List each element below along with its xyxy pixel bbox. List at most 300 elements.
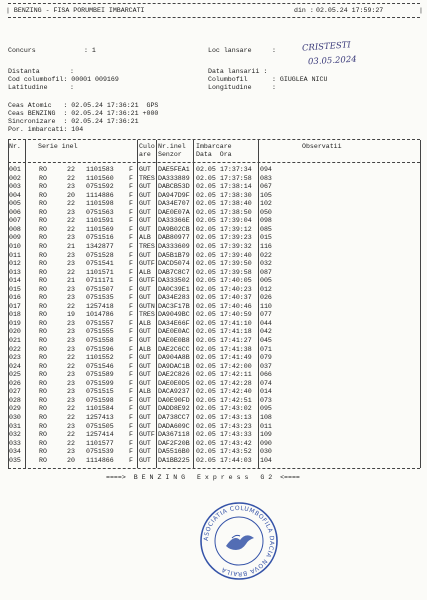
cell-year: 19: [67, 311, 75, 319]
cell-sensor: DA34E707: [158, 200, 190, 208]
cell-sensor: DA738CC7: [158, 413, 190, 421]
table-row: [0, 448, 427, 456]
cell-ring-number: 0751539: [86, 448, 114, 456]
cell-country: RO: [39, 277, 47, 285]
print-date-value: 02.05.24 17:59:27: [316, 7, 384, 14]
cell-year: 22: [67, 200, 75, 208]
cell-year: 23: [67, 251, 75, 259]
cell-nr: 005: [9, 200, 21, 208]
cell-sensor: DA0C39E1: [158, 285, 190, 293]
cell-ring-number: 1101569: [86, 225, 114, 233]
cell-country: RO: [39, 362, 47, 370]
cell-sensor: DA34E66F: [158, 319, 190, 327]
cell-nr: 009: [9, 234, 21, 242]
cell-date: 02.05: [196, 217, 216, 225]
cell-sensor: DAB7C8C7: [158, 268, 190, 276]
table-row: [0, 354, 427, 362]
cell-ring-number: 0751592: [86, 183, 114, 191]
cell-nr: 025: [9, 371, 21, 379]
cell-ring-number: 1101552: [86, 354, 114, 362]
cell-date: 02.05: [196, 328, 216, 336]
header-culoare-1: Culo: [139, 143, 155, 150]
cell-country: RO: [39, 345, 47, 353]
cell-color: GUT: [139, 285, 151, 293]
cell-sensor: DA9B02CB: [158, 225, 190, 233]
cell-ring-number: 0751515: [86, 388, 114, 396]
cell-ring-number: 0751557: [86, 319, 114, 327]
table-row: [0, 363, 427, 371]
cell-observatii: 005: [260, 277, 272, 285]
cell-time: 17:41:38: [220, 345, 252, 353]
association-stamp-icon: [198, 500, 280, 582]
cell-nr: 029: [9, 405, 21, 413]
cell-time: 17:39:23: [220, 234, 252, 242]
cell-date: 02.05: [196, 260, 216, 268]
cell-date: 02.05: [196, 319, 216, 327]
cell-time: 17:38:50: [220, 208, 252, 216]
cell-observatii: 102: [260, 200, 272, 208]
ceas-atomic: Ceas Atomic : 02.05.24 17:36:21 GPS: [8, 102, 159, 109]
cell-color: GUT: [139, 362, 151, 370]
cell-nr: 008: [9, 225, 21, 233]
cell-sex: F: [129, 422, 133, 430]
cell-color: GUT: [139, 225, 151, 233]
cell-date: 02.05: [196, 174, 216, 182]
cell-color: GUT: [139, 208, 151, 216]
longitudine-value: :: [272, 84, 276, 91]
cell-ring-number: 1101591: [86, 217, 114, 225]
cell-time: 17:39:32: [220, 242, 252, 250]
cell-nr: 022: [9, 345, 21, 353]
cell-observatii: 116: [260, 242, 272, 250]
columbofil-label: Columbofil: [208, 76, 248, 83]
distanta-label: Distanta: [8, 68, 40, 75]
cell-color: GUT: [139, 413, 151, 421]
header-imbarcare-1: Imbarcare: [196, 143, 232, 150]
cell-sex: F: [129, 379, 133, 387]
cell-date: 02.05: [196, 200, 216, 208]
table-row: [0, 226, 427, 234]
cell-sex: F: [129, 234, 133, 242]
cell-date: 02.05: [196, 371, 216, 379]
cell-time: 17:39:12: [220, 225, 252, 233]
title-rule: [8, 17, 420, 18]
table-row: [0, 371, 427, 379]
cell-country: RO: [39, 208, 47, 216]
cell-sensor: DAB80977: [158, 234, 190, 242]
cell-time: 17:40:05: [220, 277, 252, 285]
cell-ring-number: 0751555: [86, 328, 114, 336]
cell-country: RO: [39, 200, 47, 208]
cell-observatii: 067: [260, 183, 272, 191]
cell-observatii: 079: [260, 354, 272, 362]
cell-nr: 019: [9, 319, 21, 327]
cell-ring-number: 1101583: [86, 166, 114, 173]
cell-color: TRES: [139, 311, 155, 319]
table-row: [0, 260, 427, 268]
cell-date: 02.05: [196, 277, 216, 285]
cell-color: GUT: [139, 183, 151, 191]
document-title: | BENZING - FISA PORUMBEI IMBARCATI: [6, 7, 145, 14]
cell-color: GUT: [139, 191, 151, 199]
cell-sex: F: [129, 225, 133, 233]
cell-date: 02.05: [196, 166, 216, 173]
cell-color: GUT: [139, 166, 151, 173]
cell-time: 17:39:40: [220, 251, 252, 259]
table-row: [0, 243, 427, 251]
cell-observatii: 108: [260, 413, 272, 421]
header-imbarcare-2: Data Ora: [196, 151, 232, 158]
cell-country: RO: [39, 319, 47, 327]
cell-time: 17:37:34: [220, 166, 252, 173]
footer-banner: ====> B E N Z I N G E x p r e s s G 2 <====: [106, 474, 300, 481]
cell-color: GUT: [139, 405, 151, 413]
cell-observatii: 105: [260, 191, 272, 199]
cell-year: 22: [67, 302, 75, 310]
cell-country: RO: [39, 234, 47, 242]
cell-time: 17:39:58: [220, 268, 252, 276]
cell-sex: F: [129, 302, 133, 310]
cell-color: GUTF: [139, 277, 155, 285]
cell-observatii: 110: [260, 302, 272, 310]
cell-color: ALB: [139, 234, 151, 242]
cell-date: 02.05: [196, 439, 216, 447]
cell-ring-number: 0751598: [86, 396, 114, 404]
cell-sensor: DA33366E: [158, 217, 190, 225]
sincronizare: Sincronizare : 02.05.24 17:36:21: [8, 118, 139, 125]
cell-time: 17:39:04: [220, 217, 252, 225]
cell-country: RO: [39, 456, 47, 464]
cell-ring-number: 1114886: [86, 191, 114, 199]
cell-date: 02.05: [196, 294, 216, 302]
cell-ring-number: 1257414: [86, 431, 114, 439]
cell-date: 02.05: [196, 431, 216, 439]
table-row: [0, 286, 427, 294]
table-row: [0, 209, 427, 217]
cell-country: RO: [39, 354, 47, 362]
cell-observatii: 037: [260, 362, 272, 370]
cell-sex: F: [129, 251, 133, 259]
cell-year: 23: [67, 337, 75, 344]
cell-observatii: 012: [260, 285, 272, 293]
table-row: [0, 234, 427, 242]
cell-year: 23: [67, 183, 75, 191]
cell-observatii: 015: [260, 234, 272, 242]
table-row: [0, 277, 427, 285]
cell-date: 02.05: [196, 413, 216, 421]
cell-color: GUT: [139, 294, 151, 302]
cell-time: 17:40:23: [220, 285, 252, 293]
cell-color: GUT: [139, 354, 151, 362]
cell-color: GUT: [139, 251, 151, 259]
table-top-rule: [8, 139, 420, 140]
cell-nr: 006: [9, 208, 21, 216]
cell-color: ALB: [139, 388, 151, 396]
cell-time: 17:38:40: [220, 200, 252, 208]
cell-sex: F: [129, 242, 133, 250]
cell-nr: 034: [9, 448, 21, 456]
handwritten-location: CRISTESTI: [301, 40, 352, 54]
cell-time: 17:40:59: [220, 311, 252, 319]
cell-ring-number: 0751507: [86, 285, 114, 293]
cell-date: 02.05: [196, 242, 216, 250]
cell-nr: 020: [9, 328, 21, 336]
cell-year: 23: [67, 234, 75, 242]
cell-ring-number: 0751516: [86, 234, 114, 242]
cell-ring-number: 0751599: [86, 379, 114, 387]
cell-year: 22: [67, 354, 75, 362]
cell-date: 02.05: [196, 354, 216, 362]
cell-color: GUT: [139, 439, 151, 447]
cell-sex: F: [129, 354, 133, 362]
ceas-benzing: Ceas BENZING : 02.05.24 17:36:21 +000: [8, 110, 159, 117]
cell-year: 23: [67, 319, 75, 327]
cell-year: 23: [67, 285, 75, 293]
latitudine-value: :: [70, 84, 74, 91]
cell-country: RO: [39, 166, 47, 173]
cell-sensor: DAE2C6CC: [158, 345, 190, 353]
table-row: [0, 200, 427, 208]
cell-observatii: 066: [260, 371, 272, 379]
cell-country: RO: [39, 251, 47, 259]
cell-nr: 013: [9, 268, 21, 276]
cell-year: 20: [67, 191, 75, 199]
cell-ring-number: 1101571: [86, 268, 114, 276]
cell-country: RO: [39, 268, 47, 276]
cell-color: GUT: [139, 217, 151, 225]
cell-sensor: DA947D9F: [158, 191, 190, 199]
header-observatii: Observatii: [302, 143, 342, 150]
cell-year: 22: [67, 431, 75, 439]
cell-year: 23: [67, 422, 75, 430]
cell-time: 17:41:18: [220, 328, 252, 336]
cell-color: GUT: [139, 448, 151, 456]
cell-ring-number: 1014786: [86, 311, 114, 319]
table-row: [0, 346, 427, 354]
cell-sensor: DA333502: [158, 277, 190, 285]
table-row: [0, 337, 427, 345]
cell-year: 22: [67, 439, 75, 447]
cell-color: ALB: [139, 345, 151, 353]
cell-nr: 003: [9, 183, 21, 191]
cell-sex: F: [129, 371, 133, 379]
cell-sensor: DA333889: [158, 174, 190, 182]
cell-sex: F: [129, 456, 133, 464]
cell-sex: F: [129, 208, 133, 216]
cell-date: 02.05: [196, 362, 216, 370]
handwritten-date: 03.05.2024: [307, 54, 357, 68]
cell-date: 02.05: [196, 422, 216, 430]
cell-sensor: DAE0E0B8: [158, 337, 190, 344]
cell-observatii: 104: [260, 456, 272, 464]
cell-country: RO: [39, 422, 47, 430]
cell-ring-number: 1257418: [86, 302, 114, 310]
cell-color: GUT: [139, 379, 151, 387]
cell-observatii: 045: [260, 337, 272, 344]
cell-sensor: DA333609: [158, 242, 190, 250]
cell-date: 02.05: [196, 183, 216, 191]
cell-sex: F: [129, 345, 133, 353]
cell-sensor: DA5516B0: [158, 448, 190, 456]
cell-country: RO: [39, 379, 47, 387]
cell-sex: F: [129, 328, 133, 336]
cell-year: 21: [67, 242, 75, 250]
cell-observatii: 087: [260, 268, 272, 276]
cell-nr: 035: [9, 456, 21, 464]
cell-time: 17:41:27: [220, 337, 252, 344]
table-row: [0, 405, 427, 413]
cell-date: 02.05: [196, 191, 216, 199]
cell-year: 20: [67, 456, 75, 464]
cell-date: 02.05: [196, 396, 216, 404]
cell-nr: 010: [9, 242, 21, 250]
cell-time: 17:39:50: [220, 260, 252, 268]
cell-sensor: DA904A8B: [158, 354, 190, 362]
cell-country: RO: [39, 225, 47, 233]
cell-country: RO: [39, 242, 47, 250]
cell-ring-number: 1114866: [86, 456, 114, 464]
cell-observatii: 095: [260, 405, 272, 413]
cell-sensor: DACA9237: [158, 388, 190, 396]
cell-sensor: DAE0E07A: [158, 208, 190, 216]
cell-country: RO: [39, 396, 47, 404]
cell-sex: F: [129, 277, 133, 285]
cell-year: 23: [67, 371, 75, 379]
cell-sex: F: [129, 200, 133, 208]
table-row: [0, 175, 427, 183]
stamp-ring-text: ASOCIATIA COLUMBOFILA DACIA NOVA BRAILA: [202, 504, 276, 578]
cell-observatii: 032: [260, 260, 272, 268]
cell-color: GUT: [139, 456, 151, 464]
cell-observatii: 073: [260, 396, 272, 404]
cell-observatii: 077: [260, 311, 272, 319]
cell-date: 02.05: [196, 448, 216, 456]
cell-color: TRES: [139, 242, 155, 250]
table-row: [0, 328, 427, 336]
cell-ring-number: 1101577: [86, 439, 114, 447]
cell-nr: 033: [9, 439, 21, 447]
cell-sex: F: [129, 311, 133, 319]
cell-sensor: DA9DAC1B: [158, 362, 190, 370]
cell-ring-number: 0751546: [86, 362, 114, 370]
cell-time: 17:42:51: [220, 396, 252, 404]
table-row: [0, 380, 427, 388]
cell-date: 02.05: [196, 208, 216, 216]
table-bottom-rule: [8, 468, 420, 469]
cell-nr: 015: [9, 285, 21, 293]
cell-observatii: 071: [260, 345, 272, 353]
cell-sex: F: [129, 294, 133, 302]
cell-nr: 001: [9, 166, 21, 173]
cell-time: 17:41:10: [220, 319, 252, 327]
cell-observatii: 109: [260, 431, 272, 439]
cell-date: 02.05: [196, 234, 216, 242]
columbofil-value: : GIUGLEA NICU: [272, 76, 328, 83]
cell-nr: 032: [9, 431, 21, 439]
cell-sex: F: [129, 388, 133, 396]
cell-nr: 012: [9, 260, 21, 268]
cell-color: GUT: [139, 371, 151, 379]
cell-sensor: DAE2C826: [158, 371, 190, 379]
cell-sensor: DAE0E0AC: [158, 328, 190, 336]
table-row: [0, 192, 427, 200]
cell-sensor: DADA609C: [158, 422, 190, 430]
cell-observatii: 042: [260, 328, 272, 336]
cell-country: RO: [39, 413, 47, 421]
cell-country: RO: [39, 431, 47, 439]
cell-observatii: 022: [260, 251, 272, 259]
cell-year: 23: [67, 388, 75, 396]
cell-observatii: 090: [260, 439, 272, 447]
cell-ring-number: 0751563: [86, 208, 114, 216]
cell-observatii: 050: [260, 208, 272, 216]
cell-time: 17:43:02: [220, 405, 252, 413]
cell-date: 02.05: [196, 225, 216, 233]
cell-sensor: DA34E283: [158, 294, 190, 302]
concurs-value: : 1: [84, 47, 96, 54]
cell-observatii: 094: [260, 166, 272, 173]
concurs-label: Concurs: [8, 47, 36, 54]
cell-sensor: DAC3F17B: [158, 302, 190, 310]
cell-nr: 028: [9, 396, 21, 404]
cell-country: RO: [39, 294, 47, 302]
cell-sensor: DAE5FEA1: [158, 166, 190, 173]
cell-nr: 021: [9, 337, 21, 344]
cell-color: GUTN: [139, 302, 155, 310]
cell-country: RO: [39, 191, 47, 199]
cell-sensor: DAE0E0D5: [158, 379, 190, 387]
header-serie: Serie inel: [38, 143, 78, 150]
cell-country: RO: [39, 337, 47, 344]
table-row: [0, 414, 427, 422]
cell-ring-number: 0751535: [86, 294, 114, 302]
cell-country: RO: [39, 183, 47, 191]
cell-country: RO: [39, 174, 47, 182]
cell-year: 22: [67, 225, 75, 233]
header-nrinel-1: Nr.inel: [158, 143, 186, 150]
cell-year: 23: [67, 328, 75, 336]
cell-time: 17:42:28: [220, 379, 252, 387]
table-row: [0, 217, 427, 225]
cell-observatii: 014: [260, 388, 272, 396]
cell-country: RO: [39, 448, 47, 456]
cell-ring-number: 1101584: [86, 405, 114, 413]
loc-lansare-label: Loc lansare: [208, 47, 252, 54]
cell-ring-number: 1101598: [86, 200, 114, 208]
cell-date: 02.05: [196, 302, 216, 310]
cell-year: 23: [67, 345, 75, 353]
cell-observatii: 044: [260, 319, 272, 327]
cell-date: 02.05: [196, 337, 216, 344]
cell-color: TRES: [139, 174, 155, 182]
top-rule: [8, 3, 420, 4]
table-row: [0, 423, 427, 431]
data-lansarii-label: Data lansarii :: [208, 68, 268, 75]
cell-ring-number: 0751528: [86, 251, 114, 259]
table-row: [0, 388, 427, 396]
cell-time: 17:42:11: [220, 371, 252, 379]
table-row: [0, 252, 427, 260]
cell-ring-number: 0751541: [86, 260, 114, 268]
cell-nr: 018: [9, 311, 21, 319]
table-row: [0, 294, 427, 302]
cell-time: 17:42:00: [220, 362, 252, 370]
table-row: [0, 303, 427, 311]
cell-sex: F: [129, 448, 133, 456]
cell-year: 23: [67, 396, 75, 404]
cell-sex: F: [129, 166, 133, 173]
cell-time: 17:43:33: [220, 431, 252, 439]
